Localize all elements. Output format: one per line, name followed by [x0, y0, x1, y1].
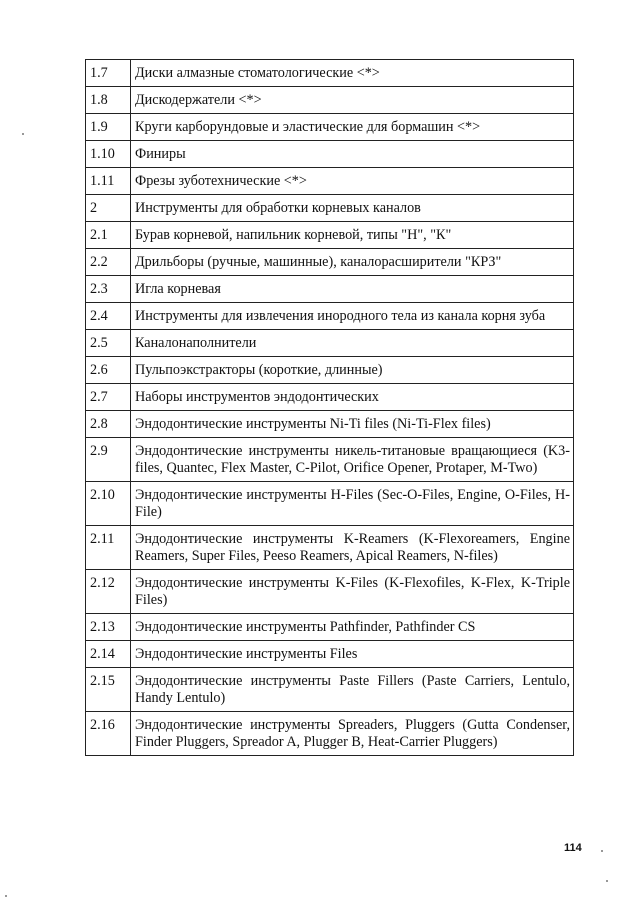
- row-number: 1.7: [86, 60, 131, 87]
- row-number: 2.16: [86, 712, 131, 756]
- table-row: [86, 614, 574, 641]
- table-row: [86, 114, 574, 141]
- row-description: Эндодонтические инструменты Spreaders, Pluggers (Gutta Condenser, Finder Pluggers, Spreador A, Plugger B, Heat-Carrier Pluggers): [131, 712, 574, 756]
- table-row: [86, 141, 574, 168]
- table-row: [86, 60, 574, 87]
- row-description: Наборы инструментов эндодонтических: [131, 384, 574, 411]
- table-row: [86, 276, 574, 303]
- table-body: [86, 60, 574, 756]
- row-number: 2.7: [86, 384, 131, 411]
- table-row: [86, 438, 574, 482]
- row-number: 2.10: [86, 482, 131, 526]
- row-description: Эндодонтические инструменты Files: [131, 641, 574, 668]
- scan-speck: [5, 895, 7, 897]
- row-description: Инструменты для обработки корневых каналов: [131, 195, 574, 222]
- scan-speck: [606, 880, 608, 882]
- row-description: Игла корневая: [131, 276, 574, 303]
- row-description: Пульпоэкстракторы (короткие, длинные): [131, 357, 574, 384]
- row-number: 2.14: [86, 641, 131, 668]
- row-description: Эндодонтические инструменты H-Files (Sec-O-Files, Engine, O-Files, H-File): [131, 482, 574, 526]
- row-number: 2.1: [86, 222, 131, 249]
- row-number: 1.9: [86, 114, 131, 141]
- row-description: Круги карборундовые и эластические для бормашин <*>: [131, 114, 574, 141]
- row-number: 2.11: [86, 526, 131, 570]
- row-description: Фрезы зуботехнические <*>: [131, 168, 574, 195]
- table-row: [86, 526, 574, 570]
- row-number: 2.5: [86, 330, 131, 357]
- table-row: [86, 330, 574, 357]
- row-description: Эндодонтические инструменты Pathfinder, Pathfinder CS: [131, 614, 574, 641]
- row-description: Эндодонтические инструменты K-Files (K-Flexofiles, K-Flex, K-Triple Files): [131, 570, 574, 614]
- row-number: 2.6: [86, 357, 131, 384]
- table-row: [86, 168, 574, 195]
- row-description: Эндодонтические инструменты K-Reamers (K-Flexoreamers, Engine Reamers, Super Files, Peeso Reamers, Apical Reamers, N-files): [131, 526, 574, 570]
- row-description: Эндодонтические инструменты никель-титановые вращающиеся (K3-files, Quantec, Flex Master, C-Pilot, Orifice Opener, Protaper, M-Two): [131, 438, 574, 482]
- row-number: 2.15: [86, 668, 131, 712]
- row-description: Эндодонтические инструменты Paste Fillers (Paste Carriers, Lentulo, Handy Lentulo): [131, 668, 574, 712]
- row-description: Дискодержатели <*>: [131, 87, 574, 114]
- row-number: 1.8: [86, 87, 131, 114]
- table-row: [86, 641, 574, 668]
- row-description: Диски алмазные стоматологические <*>: [131, 60, 574, 87]
- row-number: 2.8: [86, 411, 131, 438]
- table-row: [86, 222, 574, 249]
- row-number: 2.2: [86, 249, 131, 276]
- table-row: [86, 87, 574, 114]
- table-row: [86, 570, 574, 614]
- table-row: [86, 303, 574, 330]
- row-number: 2.13: [86, 614, 131, 641]
- row-number: 2.9: [86, 438, 131, 482]
- row-number: 1.11: [86, 168, 131, 195]
- row-description: Финиры: [131, 141, 574, 168]
- scan-speck: [601, 850, 603, 852]
- row-description: Эндодонтические инструменты Ni-Ti files (Ni-Ti-Flex files): [131, 411, 574, 438]
- row-description: Дрильборы (ручные, машинные), каналорасширители "КРЗ": [131, 249, 574, 276]
- instruments-table: [85, 59, 574, 756]
- table-row: [86, 482, 574, 526]
- row-description: Инструменты для извлечения инородного тела из канала корня зуба: [131, 303, 574, 330]
- page-number: 114: [564, 842, 582, 854]
- table-row: [86, 384, 574, 411]
- row-description: Бурав корневой, напильник корневой, типы "Н", "К": [131, 222, 574, 249]
- table-row: [86, 249, 574, 276]
- scan-speck: [22, 133, 24, 135]
- row-description: Каналонаполнители: [131, 330, 574, 357]
- table-row: [86, 411, 574, 438]
- table-row: [86, 195, 574, 222]
- row-number: 1.10: [86, 141, 131, 168]
- table-row: [86, 668, 574, 712]
- table-row: [86, 712, 574, 756]
- row-number: 2.3: [86, 276, 131, 303]
- table-row: [86, 357, 574, 384]
- row-number: 2.12: [86, 570, 131, 614]
- row-number: 2: [86, 195, 131, 222]
- row-number: 2.4: [86, 303, 131, 330]
